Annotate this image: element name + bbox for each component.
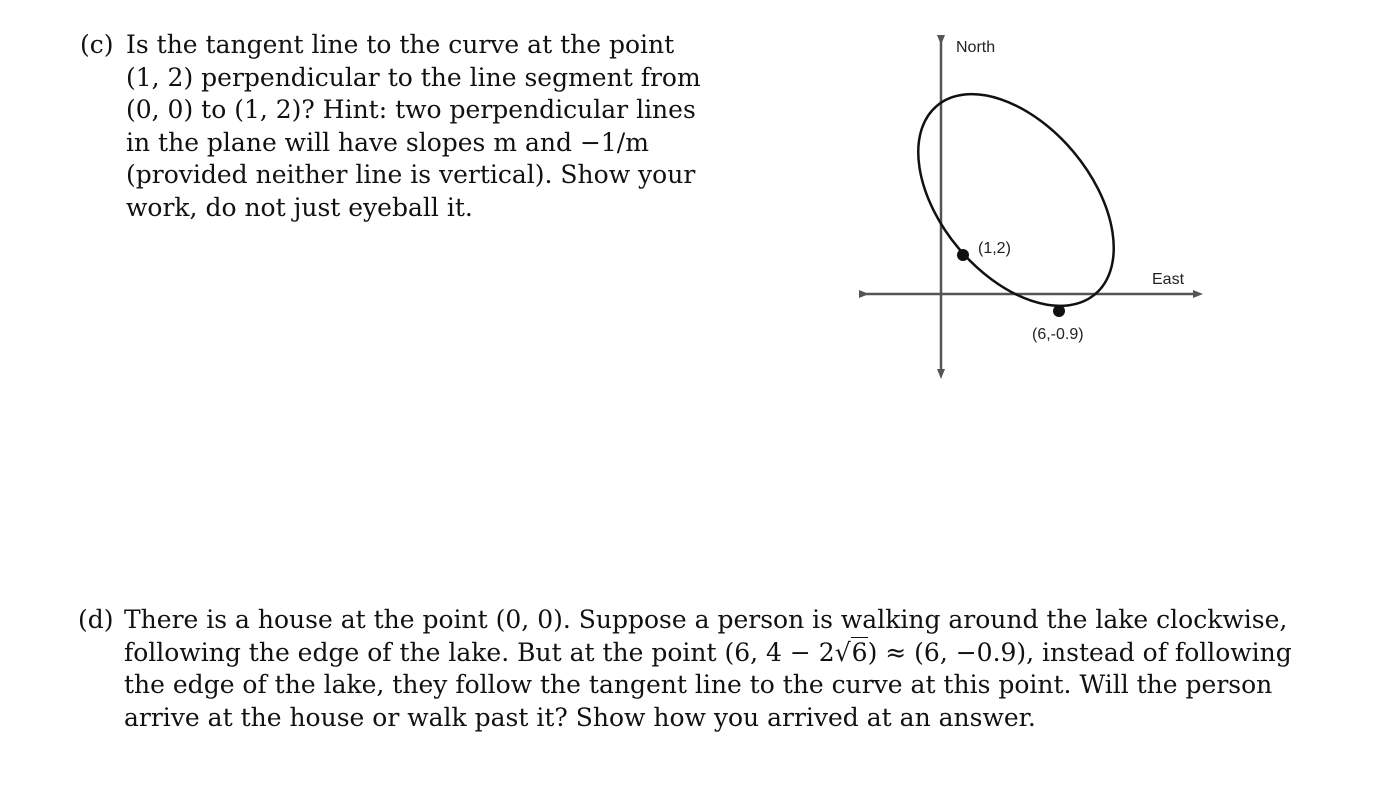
problem-c-line: (1, 2) perpendicular to the line segment from [126, 62, 701, 92]
problem-c-line: work, do not just eyeball it. [126, 192, 473, 222]
lake-curve [879, 58, 1152, 343]
problem-c-label: (c) [80, 30, 114, 59]
problem-d-line: the edge of the lake, they follow the tangent line to the curve at this point. Will the person [124, 670, 1273, 699]
problem-d-line2-end: ) ≈ (6, −0.9), instead of following [867, 637, 1292, 667]
problem-c-line: (0, 0) to (1, 2)? Hint: two perpendicular lines [126, 95, 696, 124]
problem-d-label: (d) [78, 605, 114, 634]
sqrt-symbol: √ [834, 637, 851, 667]
problem-c [80, 29, 701, 224]
problem-c-line: in the plane will have slopes m and −1/m [126, 127, 649, 157]
problem-d-line: arrive at the house or walk past it? Show how you arrived at an answer. [124, 702, 1036, 732]
problem-d [78, 604, 1292, 734]
point-1-2-marker [957, 249, 969, 261]
lake-figure [846, 28, 1216, 388]
point-6-neg0.9-label: (6,-0.9) [1032, 326, 1084, 343]
problem-d-line [124, 637, 1292, 670]
problem-d-text [124, 604, 1292, 734]
sqrt-radicand: 6 [851, 637, 868, 667]
point-6-neg0.9-marker [1053, 305, 1065, 317]
problem-d-line: There is a house at the point (0, 0). Suppose a person is walking around the lake clockwise, [124, 605, 1288, 634]
problem-c-line: Is the tangent line to the curve at the point [126, 30, 675, 59]
north-label: North [956, 39, 996, 56]
problem-c-text [126, 29, 701, 224]
problem-c-line: (provided neither line is vertical). Show your [126, 160, 696, 189]
point-1-2-label: (1,2) [978, 240, 1011, 257]
problem-d-line2-start: following the edge of the lake. But at the point (6, 4 − 2 [124, 637, 835, 667]
lake-diagram [846, 28, 1216, 388]
east-label: East [1152, 271, 1185, 288]
